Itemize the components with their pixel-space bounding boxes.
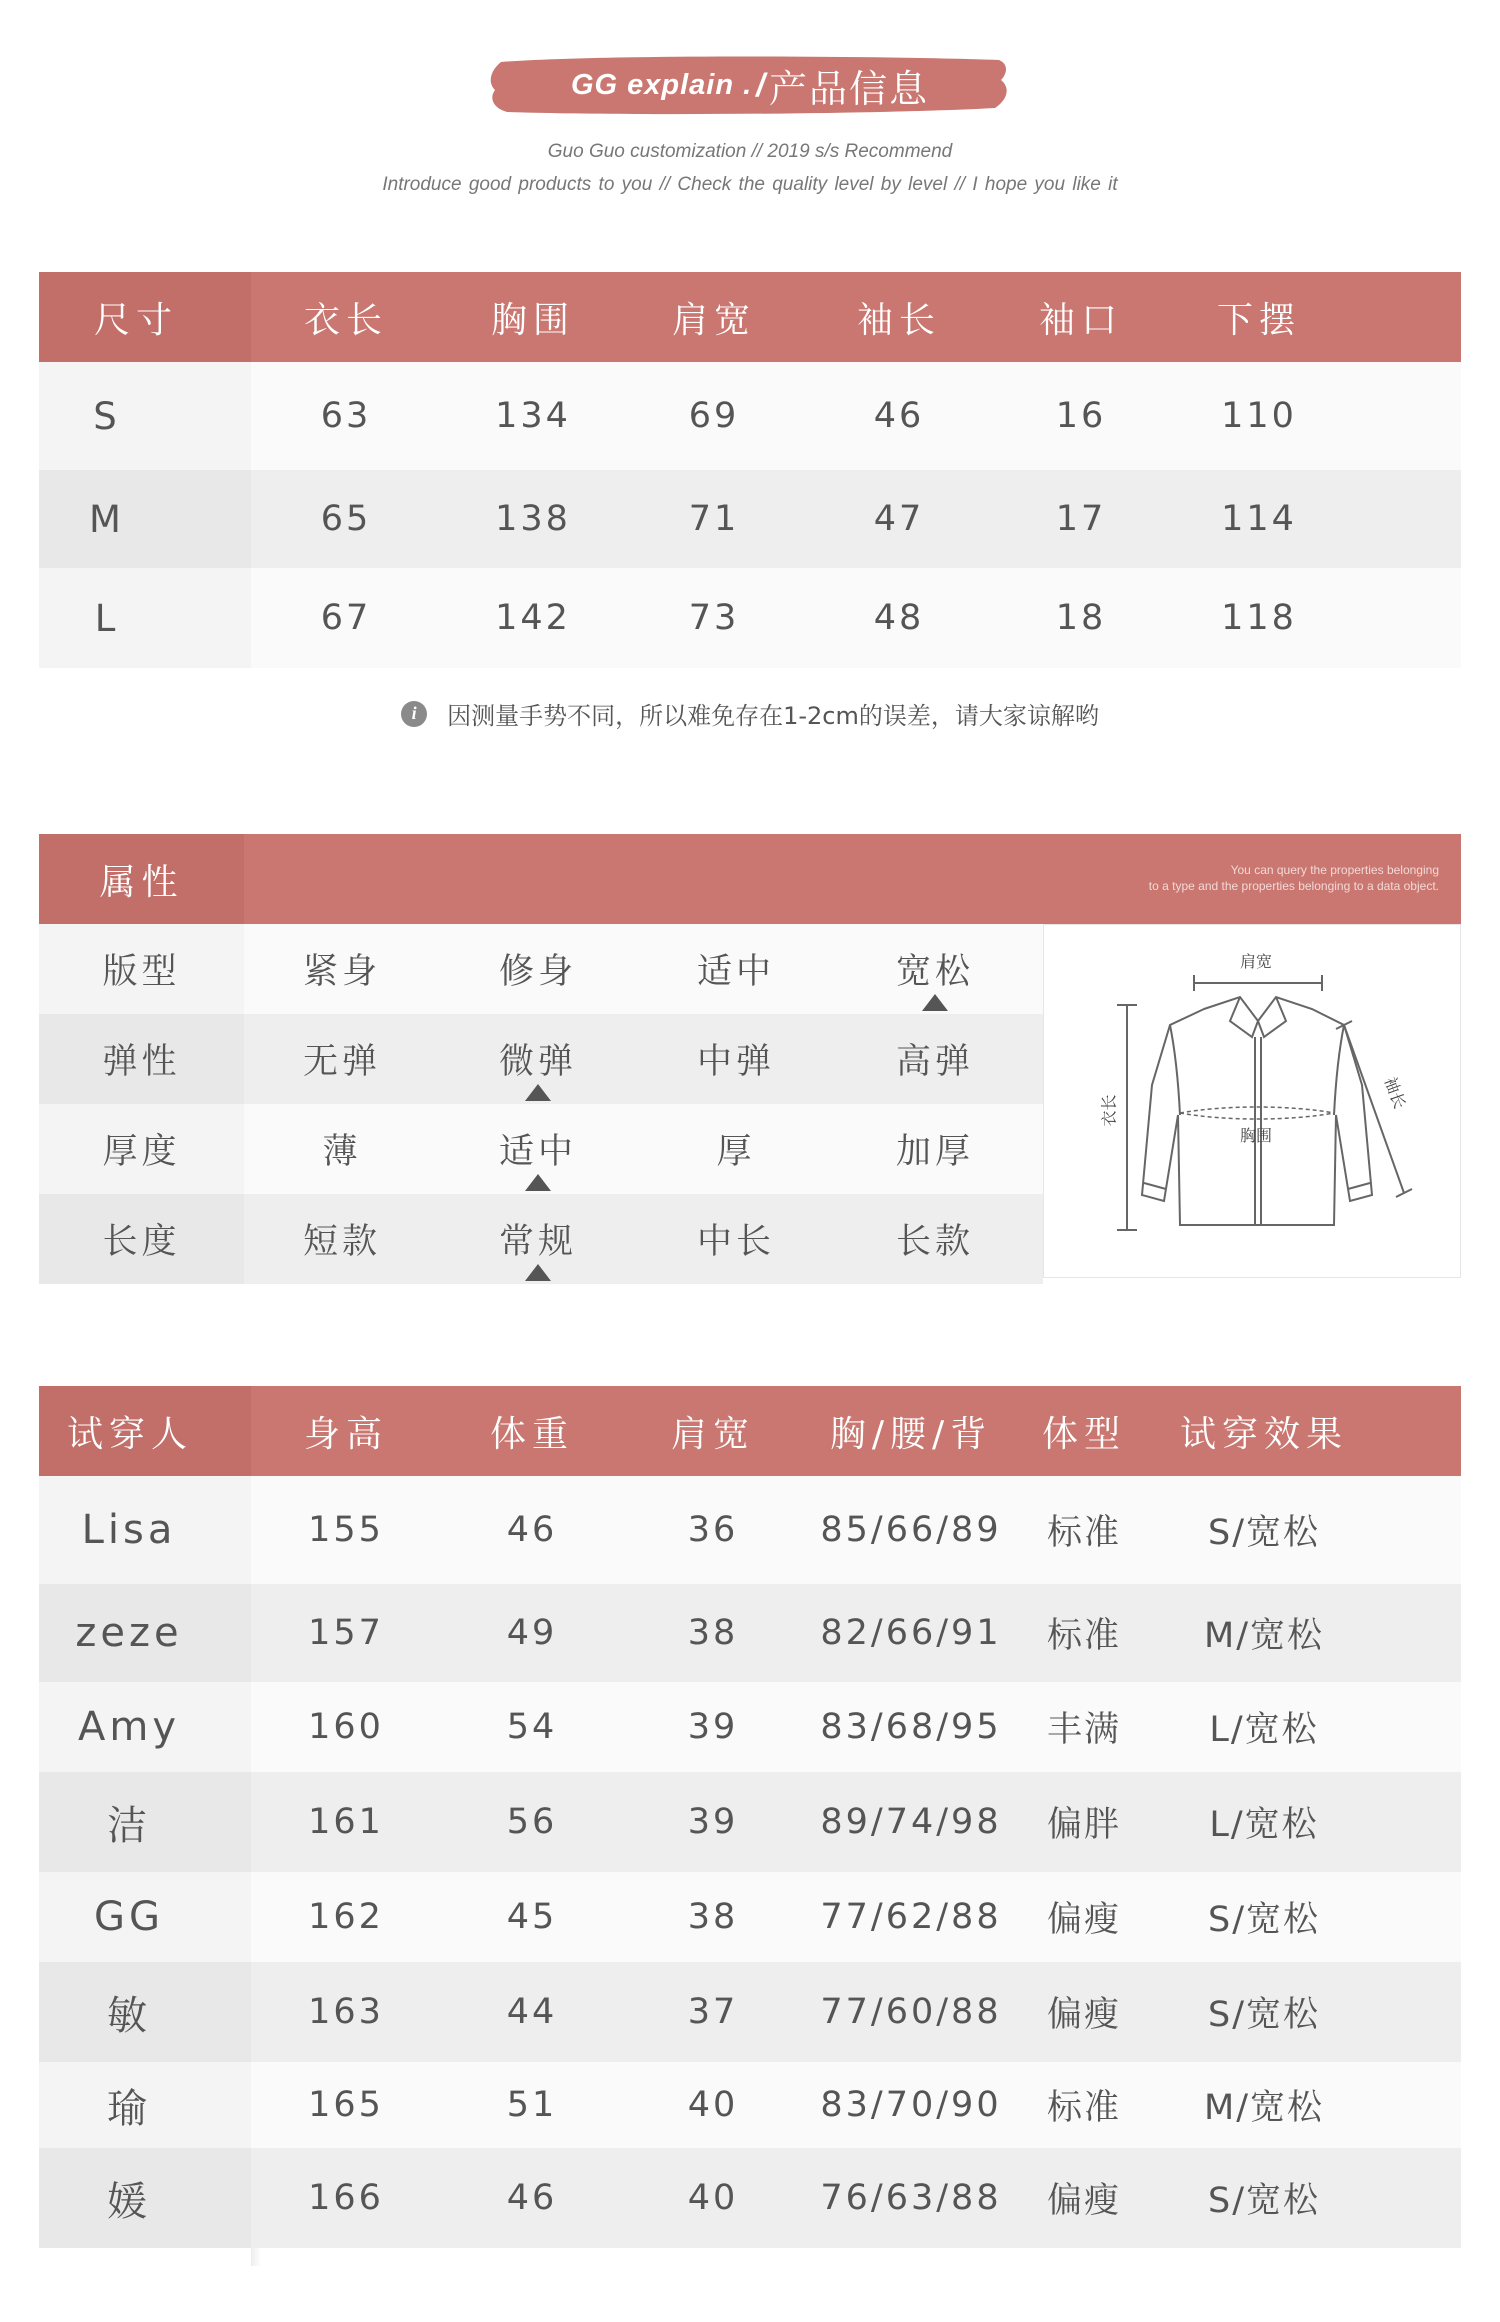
tryon-cell: 89/74/98 [820,1802,1002,1842]
tryon-cell: 46 [506,2178,558,2218]
tryon-cell: 39 [687,1707,739,1747]
title-banner [487,52,1013,118]
size-cell: 67 [320,598,372,638]
attribute-option: 薄 [322,1132,362,1172]
selected-marker-icon [922,994,948,1011]
size-table [39,272,1461,668]
attribute-option: 修身 [498,952,577,992]
tryon-header-0: 试穿人 [67,1413,194,1455]
attribute-row [39,924,1043,1014]
tryon-cell: S/宽松 [1207,1900,1320,1940]
size-cell: 134 [495,396,571,436]
banner-english-title: GG explain . [570,68,753,101]
tryon-header-5: 体型 [1041,1413,1126,1455]
size-cell: 65 [320,499,372,539]
tryon-cell: 38 [687,1613,739,1653]
banner-chinese-title: 产品信息 [769,66,930,111]
attribute-option: 适中 [498,1132,577,1172]
tryon-cell: L/宽松 [1209,1805,1319,1845]
tryon-header-2: 体重 [489,1413,574,1455]
tryon-cell: 162 [308,1897,384,1937]
size-header-0: 尺寸 [94,299,179,341]
tryon-name: 瑜 [107,2085,151,2132]
attribute-option: 中弹 [696,1042,775,1082]
tryon-row [39,1772,1461,1872]
tryon-cell: 偏胖 [1046,1805,1121,1845]
size-row-S [39,362,1461,470]
tryon-cell: M/宽松 [1204,1616,1324,1656]
attribute-label: 长度 [102,1222,181,1262]
tryon-cell: 偏瘦 [1046,2181,1121,2221]
tryon-cell: 82/66/91 [820,1613,1002,1653]
size-cell: 71 [688,499,740,539]
attributes-hint-line-2: to a type and the properties belonging to a data object. [1148,879,1439,893]
tryon-cell: 39 [687,1802,739,1842]
attribute-row [39,1014,1043,1104]
size-header-5: 袖口 [1038,299,1123,341]
tryon-cell: 40 [687,2178,739,2218]
tryon-row [39,2062,1461,2148]
size-cell: 63 [320,396,372,436]
selected-marker-icon [525,1084,551,1101]
tryon-name: GG [94,1894,164,1940]
measurement-note [0,696,1500,731]
tryon-cell: 54 [506,1707,558,1747]
size-cell: S [93,394,117,438]
size-cell: 69 [688,396,740,436]
selected-marker-icon [525,1174,551,1191]
tryon-header-3: 肩宽 [670,1413,755,1455]
size-header-6: 下摆 [1216,299,1301,341]
size-cell: 114 [1221,499,1297,539]
tryon-cell: M/宽松 [1204,2088,1324,2128]
tryon-cell: 157 [308,1613,384,1653]
size-header-2: 胸围 [490,299,575,341]
subtitle-line-1: Guo Guo customization // 2019 s/s Recommend [547,141,953,162]
tryon-name: Lisa [81,1507,177,1553]
size-table-header [39,272,1461,362]
tryon-table [39,1386,1461,2286]
tryon-row [39,1872,1461,1962]
info-icon: i [401,701,427,727]
size-cell: 17 [1055,499,1107,539]
attribute-option: 宽松 [895,952,974,992]
size-cell: 138 [495,499,571,539]
tryon-cell: S/宽松 [1207,1513,1320,1553]
size-header-1: 衣长 [303,299,388,341]
attribute-option: 常规 [498,1222,577,1262]
attribute-option: 微弹 [498,1042,577,1082]
shoulder-label: 肩宽 [1240,952,1273,971]
size-cell: 46 [873,396,925,436]
tryon-cell: 44 [506,1992,558,2032]
tryon-header-1: 身高 [303,1413,388,1455]
attributes-title: 属性 [99,861,184,903]
attribute-option: 高弹 [895,1042,974,1082]
size-row-L [39,568,1461,668]
garment-diagram [1043,924,1461,1278]
size-row-M [39,470,1461,568]
size-cell: 16 [1055,396,1107,436]
tryon-cell: 166 [308,2178,384,2218]
attributes-header [39,834,1461,924]
tryon-table-header [39,1386,1461,1476]
tryon-name: 洁 [107,1802,151,1849]
tryon-header-6: 试穿效果 [1179,1413,1348,1455]
tryon-cell: 160 [308,1707,384,1747]
attribute-option: 加厚 [895,1132,974,1172]
size-cell: 47 [873,499,925,539]
tryon-cell: 83/68/95 [820,1707,1002,1747]
attribute-label: 版型 [102,952,181,992]
tryon-cell: 标准 [1046,2088,1121,2128]
tryon-cell: 83/70/90 [820,2085,1002,2125]
size-cell: 118 [1221,598,1297,638]
attribute-row [39,1104,1043,1194]
tryon-cell: S/宽松 [1207,1995,1320,2035]
tryon-cell: 丰满 [1046,1710,1121,1750]
attribute-option: 紧身 [302,952,381,992]
tryon-row [39,1584,1461,1682]
attribute-option: 无弹 [302,1042,381,1082]
tryon-cell: 163 [308,1992,384,2032]
attribute-option: 中长 [696,1222,775,1262]
tryon-row [39,1682,1461,1772]
size-header-4: 袖长 [856,299,941,341]
sleeve-label: 袖长 [1380,1074,1410,1112]
tryon-cell: 85/66/89 [820,1510,1002,1550]
tryon-name: zeze [75,1610,183,1656]
tryon-cell: 56 [506,1802,558,1842]
tryon-cell: 标准 [1046,1513,1121,1553]
tryon-cell: 76/63/88 [820,2178,1002,2218]
selected-marker-icon [525,1264,551,1281]
tryon-cell: 77/62/88 [820,1897,1002,1937]
size-cell: L [94,596,116,640]
tryon-cell: 37 [687,1992,739,2032]
attribute-label: 弹性 [102,1042,181,1082]
attribute-label: 厚度 [102,1132,181,1172]
tryon-name: 媛 [107,2178,151,2225]
attribute-row [39,1194,1043,1284]
tryon-cell: 77/60/88 [820,1992,1002,2032]
tryon-row [39,2148,1461,2248]
tryon-cell: L/宽松 [1209,1710,1319,1750]
tryon-cell: 46 [506,1510,558,1550]
tryon-cell: 38 [687,1897,739,1937]
tryon-cell: 49 [506,1613,558,1653]
banner-separator: / [756,66,766,103]
size-cell: M [89,497,121,541]
tryon-cell: 偏瘦 [1046,1995,1121,2035]
size-cell: 73 [688,598,740,638]
subtitle-line-2: Introduce good products to you // Check the quality level by level // I hope you like it [382,174,1118,195]
tryon-cell: 161 [308,1802,384,1842]
tryon-name: 敏 [107,1992,151,2039]
size-cell: 18 [1055,598,1107,638]
tryon-header-4: 胸/腰/背 [829,1413,993,1455]
length-label: 衣长 [1099,1094,1119,1127]
measurement-note-text: 因测量手势不同，所以难免存在1-2cm的误差，请大家谅解哟 [447,702,1099,730]
tryon-cell: 36 [687,1510,739,1550]
attribute-option: 短款 [302,1222,381,1262]
tryon-cell: 45 [506,1897,558,1937]
attributes-hint-line-1: You can query the properties belonging [1230,863,1439,877]
tryon-cell: S/宽松 [1207,2181,1320,2221]
tryon-cell: 165 [308,2085,384,2125]
tryon-cell: 偏瘦 [1046,1900,1121,1940]
size-cell: 110 [1221,396,1297,436]
tryon-name: Amy [78,1704,180,1750]
size-cell: 142 [495,598,571,638]
attribute-option: 适中 [696,952,775,992]
tryon-cell: 标准 [1046,1616,1121,1656]
size-header-3: 肩宽 [671,299,756,341]
size-cell: 48 [873,598,925,638]
attribute-option: 长款 [895,1222,974,1262]
tryon-cell: 51 [506,2085,558,2125]
tryon-cell: 40 [687,2085,739,2125]
tryon-row [39,1962,1461,2062]
tryon-cell: 155 [308,1510,384,1550]
attribute-option: 厚 [716,1132,756,1172]
tryon-row [39,1476,1461,1584]
chest-label: 胸围 [1240,1126,1273,1145]
attributes-table [39,834,1461,1284]
